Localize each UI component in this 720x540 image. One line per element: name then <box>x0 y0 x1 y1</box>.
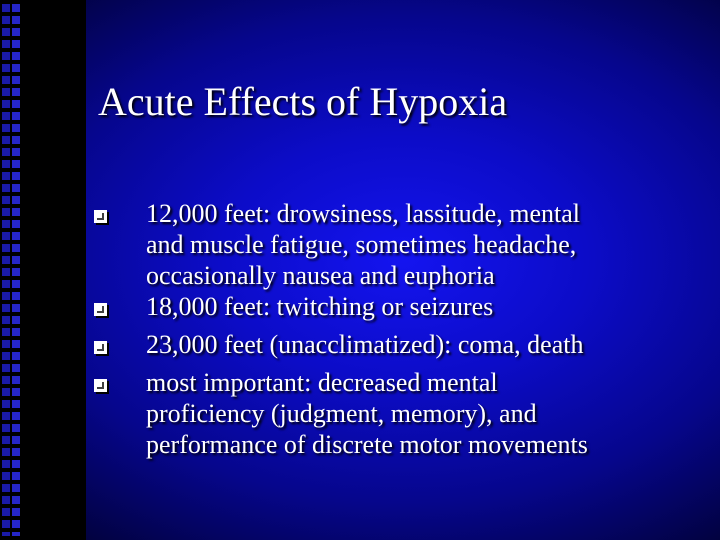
slide-title: Acute Effects of Hypoxia <box>98 79 508 124</box>
bullet-line: proficiency (judgment, memory), and <box>146 399 537 428</box>
bullet-line: most important: decreased mental <box>146 368 498 397</box>
bullet-line: performance of discrete motor movements <box>146 430 588 459</box>
bullet-item-1 <box>94 198 704 291</box>
bullet-item-3 <box>94 329 704 360</box>
left-decorative-band <box>0 0 86 540</box>
bullet-line: and muscle fatigue, sometimes headache, <box>146 230 577 259</box>
decorative-square-column-right <box>12 4 20 536</box>
bullet-line: occasionally nausea and euphoria <box>146 261 495 290</box>
square-bullet-icon <box>94 341 107 354</box>
square-bullet-icon <box>94 303 107 316</box>
square-bullet-icon <box>94 210 107 223</box>
decorative-square-column-left <box>2 4 10 536</box>
bullet-line: 18,000 feet: twitching or seizures <box>146 292 494 321</box>
bullet-line: 23,000 feet (unacclimatized): coma, death <box>146 330 584 359</box>
square-bullet-icon <box>94 379 107 392</box>
bullet-line: 12,000 feet: drowsiness, lassitude, mental <box>146 199 580 228</box>
bullet-item-4 <box>94 367 704 460</box>
bullet-item-2 <box>94 291 704 322</box>
bullet-list <box>94 198 704 460</box>
